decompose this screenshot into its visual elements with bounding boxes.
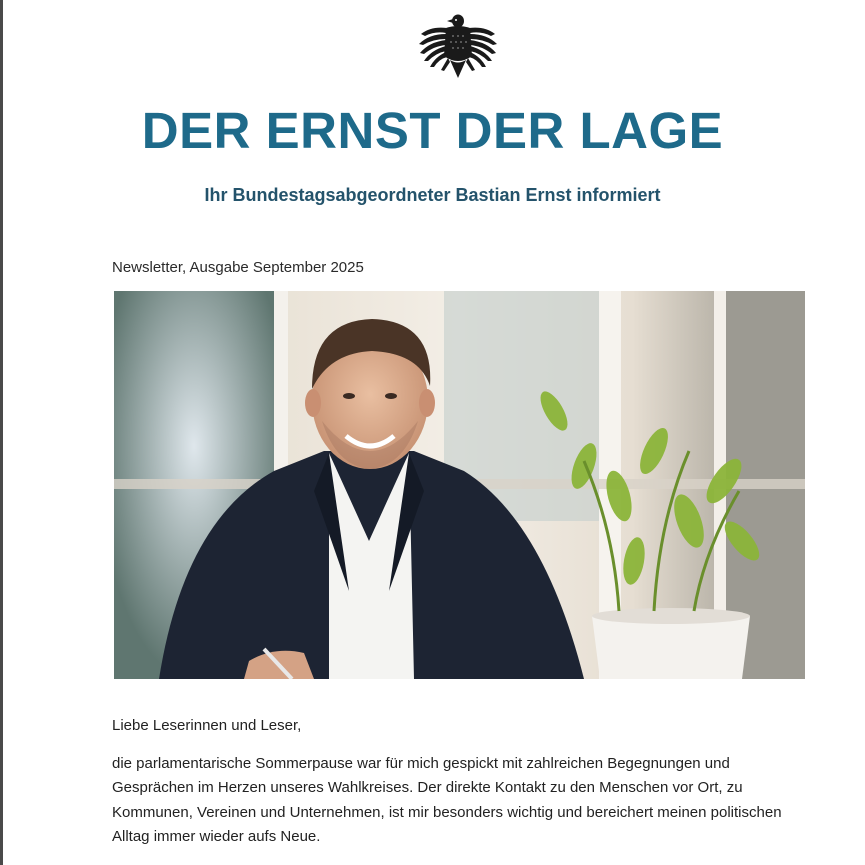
- portrait-photo: [114, 291, 805, 679]
- salutation: Liebe Leserinnen und Leser,: [112, 717, 302, 734]
- issue-line: Newsletter, Ausgabe September 2025: [112, 259, 364, 276]
- intro-paragraph: die parlamentarische Sommerpause war für mich gespickt mit zahlreichen Begegnungen und Gesprächen im Herzen unseres Wahlkreises. Der direkte Kontakt zu den Menschen vor Ort, zu Kommunen, Vereinen und Unternehmen, ist mir besonders wichtig und bereichert meinen politischen Alltag immer wieder aufs Neue.: [112, 755, 782, 846]
- newsletter-title: DER ERNST DER LAGE: [141, 102, 724, 159]
- bundestag-eagle-icon: [417, 12, 499, 84]
- newsletter-subtitle: Ihr Bundestagsabgeordneter Bastian Ernst informiert: [204, 185, 661, 205]
